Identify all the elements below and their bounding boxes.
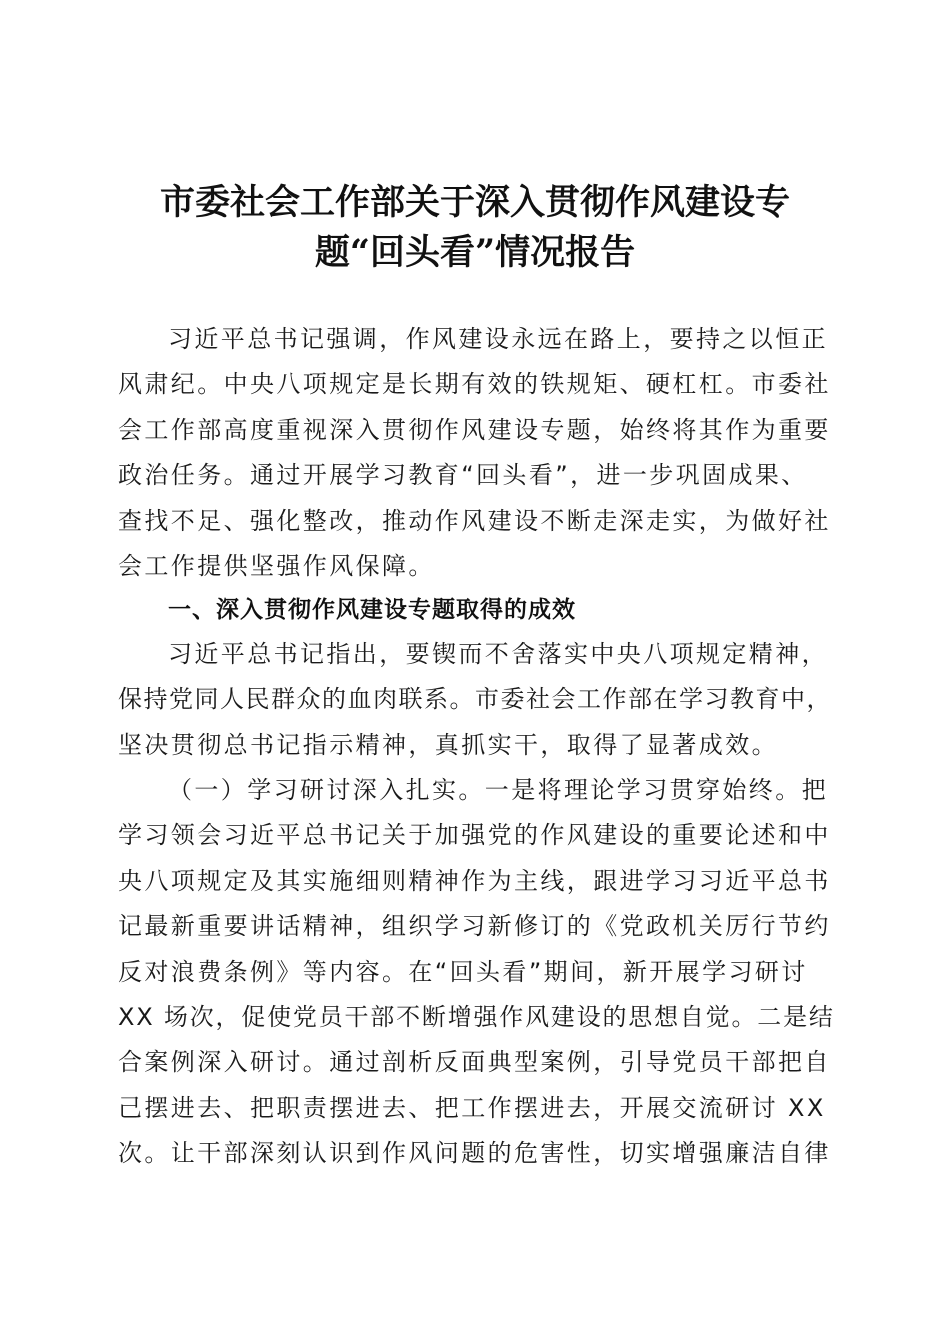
paragraph-line: 保持党同人民群众的血肉联系。市委社会工作部在学习教育中， <box>118 685 832 714</box>
subsection1-paragraph <box>118 768 838 1177</box>
document-title <box>110 178 840 278</box>
paragraph-line: 会工作部高度重视深入贯彻作风建设专题，始终将其作为重要 <box>118 415 831 444</box>
paragraph-line: 次。让干部深刻认识到作风问题的危害性，切实增强廉洁自律 <box>118 1139 831 1168</box>
paragraph-line: XX 场次，促使党员干部不断增强作风建设的思想自觉。二是结 <box>118 1002 835 1031</box>
paragraph-line: 习近平总书记强调，作风建设永远在路上，要持之以恒正 <box>168 325 828 353</box>
paragraph-line: 查找不足、强化整改，推动作风建设不断走深走实，为做好社 <box>118 506 831 535</box>
title-line-2: 题“回头看”情况报告 <box>314 232 636 273</box>
paragraph-line: 己摆进去、把职责摆进去、把工作摆进去，开展交流研讨 XX <box>118 1093 826 1122</box>
paragraph-line: 记最新重要讲话精神，组织学习新修订的《党政机关厉行节约 <box>118 912 831 941</box>
section1-paragraph <box>118 632 838 768</box>
paragraph-line: 习近平总书记指出，要锲而不舍落实中央八项规定精神， <box>168 640 828 668</box>
paragraph-line: （一）学习研讨深入扎实。一是将理论学习贯穿始终。把 <box>168 776 828 804</box>
section-heading: 一、深入贯彻作风建设专题取得的成效 <box>168 597 576 623</box>
title-line-1: 市委社会工作部关于深入贯彻作风建设专 <box>159 182 790 223</box>
paragraph-line: 风肃纪。中央八项规定是长期有效的铁规矩、硬杠杠。市委社 <box>118 370 831 399</box>
paragraph-line: 会工作提供坚强作风保障。 <box>118 551 435 580</box>
paragraph-line: 合案例深入研讨。通过剖析反面典型案例，引导党员干部把自 <box>118 1048 831 1077</box>
paragraph-line: 学习领会习近平总书记关于加强党的作风建设的重要论述和中 <box>118 821 831 850</box>
paragraph-line: 政治任务。通过开展学习教育“回头看”，进一步巩固成果、 <box>118 461 808 490</box>
paragraph-line: 反对浪费条例》等内容。在“回头看”期间，新开展学习研讨 <box>118 957 808 986</box>
intro-paragraph <box>118 317 838 589</box>
paragraph-line: 央八项规定及其实施细则精神作为主线，跟进学习习近平总书 <box>118 866 831 895</box>
paragraph-line: 坚决贯彻总书记指示精神，真抓实干，取得了显著成效。 <box>118 730 778 759</box>
